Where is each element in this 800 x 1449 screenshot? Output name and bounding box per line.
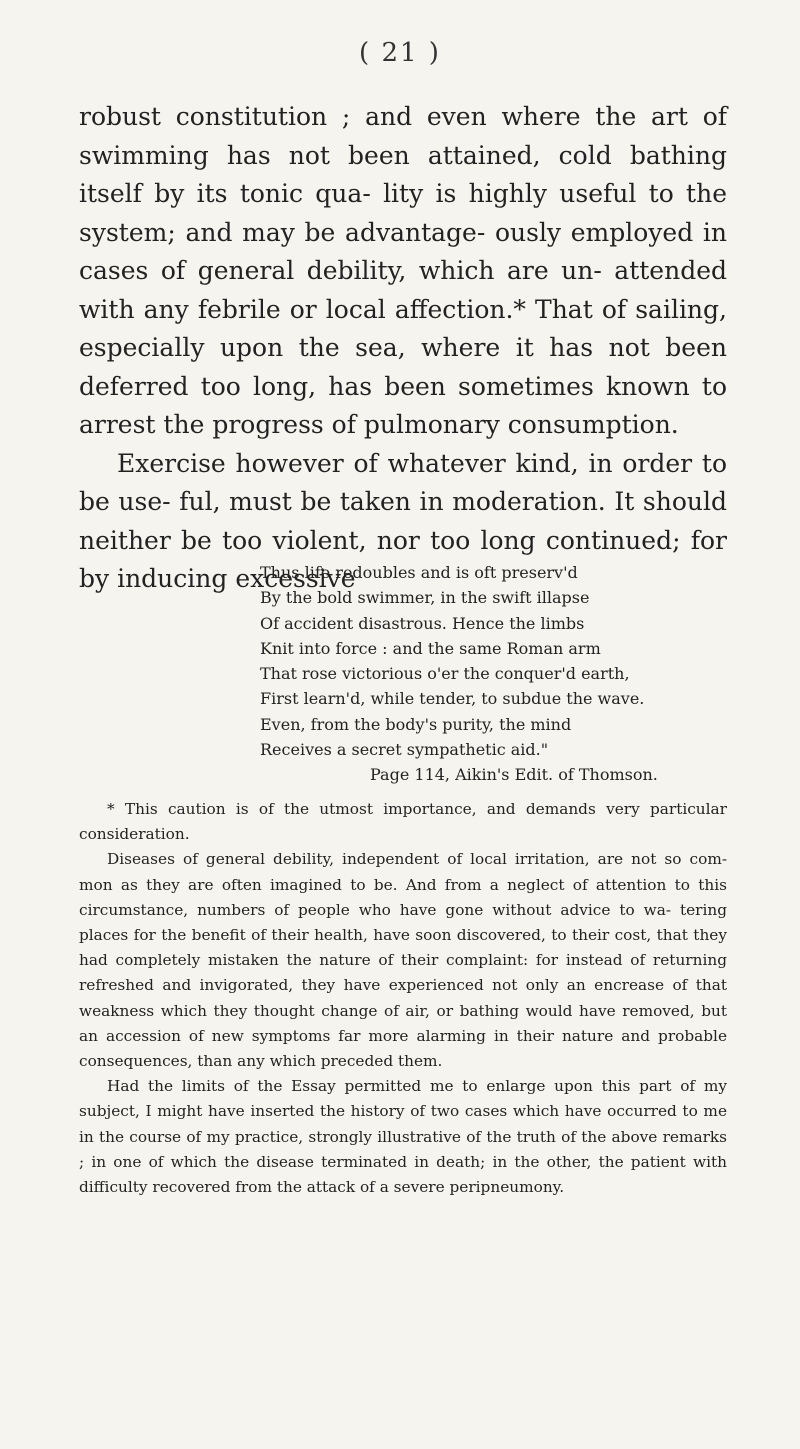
main-paragraph-2: Exercise however of whatever kind, in order to be use- ful, must be taken in moderation. It should neither be too violent, nor too long continued; for by inducing excessive xyxy=(79,448,727,593)
verse-line-2: By the bold swimmer, in the swift illapse xyxy=(260,588,590,608)
verse-line-8: Receives a secret sympathetic aid." xyxy=(260,740,549,760)
main-text xyxy=(79,98,727,599)
footnote-paragraph-2: Diseases of general debility, independent of local irritation, are not so com- mon as they are often imagined to be. And from a neglect of attention to this circumstance, numbers of people who have gone without advice to wa- tering places for the benefit of their health, have soon discovered, to their cost, that they had completely mistaken the nature of their complaint: for instead of returning refreshed and invigorated, they have experienced not only an encrease of that weakness which they thought change of air, or bathing would have removed, but an accession of new symptoms far more alarming in their nature and probable consequences, than any which preceded them. xyxy=(79,850,727,1071)
verse-line-1: Thus life redoubles and is oft preserv'd xyxy=(260,563,578,582)
footnote xyxy=(79,797,727,1200)
verse-line-7: Even, from the body's purity, the mind xyxy=(260,714,572,734)
page-number: ( 21 ) xyxy=(359,38,441,68)
verse-line-4: Knit into force : and the same Roman arm xyxy=(260,638,601,658)
footnote-paragraph-3: Had the limits of the Essay permitted me to enlarge upon this part of my subject, I might have inserted the history of two cases which have occurred to me in the course of my practice, strongly illustrative of the truth of the above remarks ; in one of which the disease terminated in death; in the other, the patient with difficulty recovered from the attack of a severe peripneumony. xyxy=(79,1077,727,1197)
verse-quotation xyxy=(260,560,720,788)
verse-line-3: Of accident disastrous. Hence the limbs xyxy=(260,613,585,633)
main-paragraph-1: robust constitution ; and even where the art of swimming has not been attained, cold bathing itself by its tonic qua- lity is highly useful to the system; and may be advantage- ously employed in cases of general debility, which are un- attended with any febrile or local affection.* That of sailing, especially upon the sea, where it has not been deferred too long, has been sometimes known to arrest the progress of pulmonary consumption. xyxy=(79,102,727,439)
verse-line-5: That rose victorious o'er the conquer'd earth, xyxy=(260,664,630,684)
footnote-paragraph-1: * This caution is of the utmost importance, and demands very particular consideration. xyxy=(79,800,727,844)
verse-line-6: First learn'd, while tender, to subdue the wave. xyxy=(260,689,645,709)
verse-source: Page 114, Aikin's Edit. of Thomson. xyxy=(370,765,658,785)
